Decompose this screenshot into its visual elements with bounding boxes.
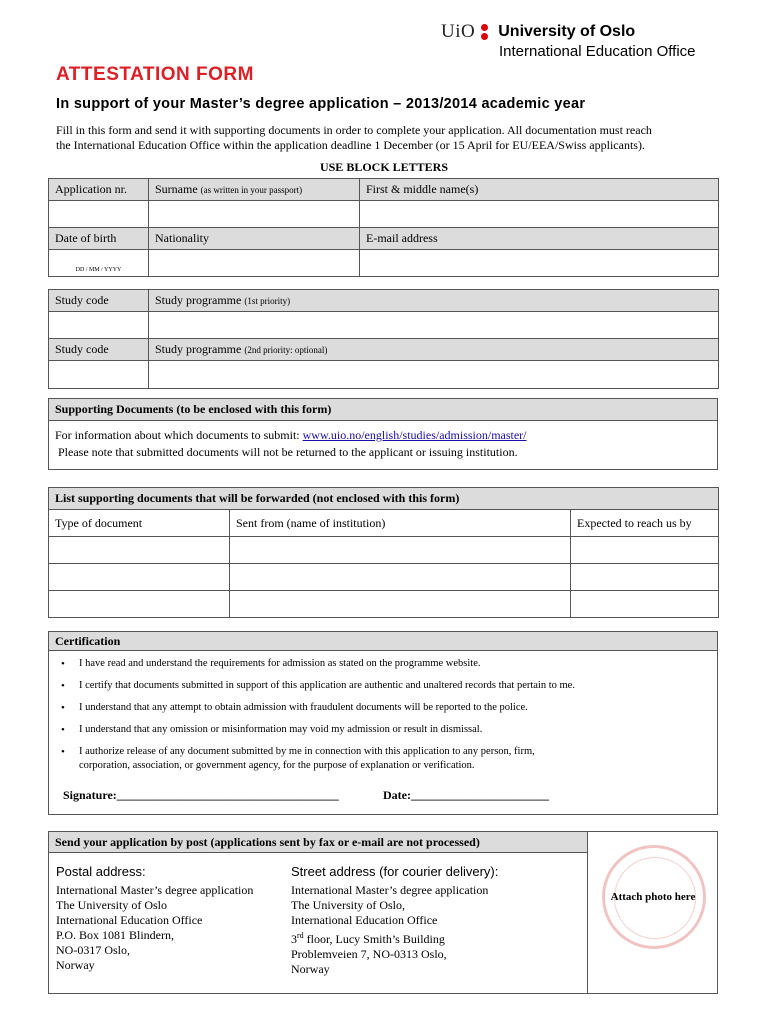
dob-field[interactable] [49, 250, 149, 277]
supporting-note: Please note that submitted documents will not be returned to the applicant or issuing institution. [58, 445, 518, 459]
dob-label: Date of birth [49, 228, 149, 250]
signature-field[interactable]: Signature:_____________________________________ [63, 788, 339, 802]
supporting-documents-heading: Supporting Documents (to be enclosed with this form) [49, 399, 717, 421]
certification-item: • I understand that any attempt to obtain admission with fraudulent documents will be reported to the police. [61, 701, 717, 715]
supporting-documents-box [48, 398, 718, 470]
study-programme-2-label: Study programme (2nd priority: optional) [149, 339, 719, 361]
study-programme-1-label: Study programme (1st priority) [149, 290, 719, 312]
date-field[interactable]: Date:_______________________ [383, 788, 549, 802]
surname-note: (as written in your passport) [200, 185, 303, 195]
intro-line-1: Fill in this form and send it with supporting documents in order to complete your application. All documentation must reach [56, 123, 652, 137]
certification-list [49, 657, 717, 773]
postal-line: International Education Office [56, 913, 203, 927]
expected-by-header: Expected to reach us by [571, 510, 719, 537]
certification-item: • I understand that any omission or misinformation may void my admission or result in dismissal. [61, 723, 717, 737]
table-row [49, 537, 719, 564]
logo-dots-icon [478, 22, 492, 42]
email-field[interactable] [360, 250, 719, 277]
nationality-label: Nationality [149, 228, 360, 250]
uio-logo [441, 21, 635, 43]
table-row [49, 564, 719, 591]
street-line: International Education Office [291, 913, 438, 927]
forwarded-documents-table [48, 487, 719, 618]
application-nr-field[interactable] [49, 201, 149, 228]
intro-line-2: the International Education Office within the application deadline 1 December (or 15 April for EU/EEA/Swiss applicants). [56, 137, 645, 152]
block-letters-note: USE BLOCK LETTERS [319, 160, 449, 174]
signature-row [63, 788, 549, 803]
forwarded-heading: List supporting documents that will be forwarded (not enclosed with this form) [49, 488, 719, 510]
document-type-field[interactable] [49, 564, 230, 591]
certification-item: • I authorize release of any document submitted by me in connection with this application to any person, firm, corporation, association, or government agency, for the purpose of explanation or verification. [61, 745, 717, 773]
form-subtitle: In support of your Master’s degree application – 2013/2014 academic year [56, 96, 586, 112]
postal-address-title: Postal address: [56, 864, 146, 879]
document-type-field[interactable] [49, 591, 230, 618]
table-row [49, 591, 719, 618]
study-code-1-field[interactable] [49, 312, 149, 339]
street-line: Norway [291, 962, 330, 976]
sent-from-header: Sent from (name of institution) [230, 510, 571, 537]
postal-line: Norway [56, 958, 95, 972]
personal-details-table [48, 178, 719, 277]
admission-link[interactable]: www.uio.no/english/studies/admission/master/ [302, 428, 527, 442]
study-programme-2-field[interactable] [149, 361, 719, 389]
study-code-2-label: Study code [49, 339, 149, 361]
postal-line: P.O. Box 1081 Blindern, [56, 928, 175, 942]
nationality-field[interactable] [149, 250, 360, 277]
postal-line: International Master’s degree application [56, 883, 254, 897]
document-type-field[interactable] [49, 537, 230, 564]
street-address [291, 864, 581, 977]
application-nr-label: Application nr. [49, 179, 149, 201]
expected-by-field[interactable] [571, 591, 719, 618]
study-programme-table [48, 289, 719, 389]
university-name: University of Oslo [498, 23, 636, 40]
type-of-document-header: Type of document [49, 510, 230, 537]
intro-text [56, 123, 716, 152]
study-code-2-field[interactable] [49, 361, 149, 389]
programme-2-note: (2nd priority: optional) [244, 345, 328, 355]
postal-line: NO-0317 Oslo, [56, 943, 130, 957]
postal-line: The University of Oslo [56, 898, 167, 912]
logo-text: UiO [441, 21, 476, 42]
form-title: ATTESTATION FORM [56, 64, 254, 85]
study-programme-1-field[interactable] [149, 312, 719, 339]
surname-field[interactable] [149, 201, 360, 228]
certification-heading: Certification [49, 632, 717, 651]
programme-1-note: (1st priority) [244, 296, 291, 306]
certification-box [48, 631, 718, 815]
email-label: E-mail address [360, 228, 719, 250]
surname-label: Surname (as written in your passport) [149, 179, 360, 201]
study-code-1-label: Study code [49, 290, 149, 312]
street-line: International Master’s degree application [291, 883, 489, 897]
street-address-title: Street address (for courier delivery): [291, 864, 499, 879]
postal-address [56, 864, 286, 973]
street-line: Problemveien 7, NO-0313 Oslo, [291, 947, 447, 961]
first-middle-name-label: First & middle name(s) [360, 179, 719, 201]
sent-from-field[interactable] [230, 564, 571, 591]
photo-area[interactable] [587, 831, 718, 994]
attach-photo-label: Attach photo here [610, 891, 696, 903]
office-name: International Education Office [499, 43, 696, 60]
first-middle-name-field[interactable] [360, 201, 719, 228]
street-line: The University of Oslo, [291, 898, 405, 912]
supporting-info: For information about which documents to submit: www.uio.no/english/studies/admission/master/ [55, 428, 527, 442]
postal-heading: Send your application by post (applications sent by fax or e-mail are not processed) [49, 832, 588, 853]
dob-format-hint: DD / MM / YYYY [75, 267, 122, 273]
sent-from-field[interactable] [230, 591, 571, 618]
sent-from-field[interactable] [230, 537, 571, 564]
expected-by-field[interactable] [571, 537, 719, 564]
certification-item: • I certify that documents submitted in support of this application are authentic and unaltered records that pertain to me. [61, 679, 717, 693]
street-line: 3rd floor, Lucy Smith’s Building [291, 931, 445, 946]
certification-item: • I have read and understand the requirements for admission as stated on the programme website. [61, 657, 717, 671]
expected-by-field[interactable] [571, 564, 719, 591]
